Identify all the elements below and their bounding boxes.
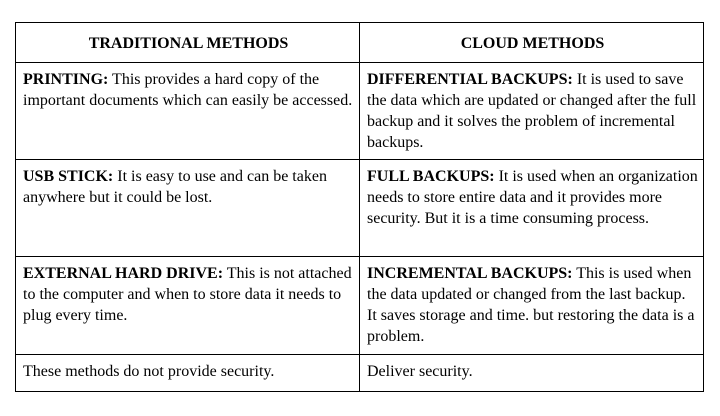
cell-differential-backups (360, 63, 704, 160)
table-body (16, 63, 704, 392)
term-usb-stick: USB STICK: (23, 168, 114, 185)
cell-traditional-security: These methods do not provide security. (16, 355, 360, 392)
cell-printing (16, 63, 360, 160)
desc-incremental-backups: This is used when the data updated or changed from the last backup. It saves storage and time. but restoring the data is a problem. (367, 265, 695, 345)
desc-external-hard-drive: This is not attached to the computer and when to store data it needs to plug every time. (23, 265, 352, 324)
term-full-backups: FULL BACKUPS: (367, 168, 495, 185)
table-header (16, 23, 704, 63)
desc-printing: This provides a hard copy of the important documents which can easily be accessed. (23, 71, 353, 109)
cell-incremental-backups (360, 257, 704, 355)
cell-full-backups (360, 160, 704, 257)
cell-external-hard-drive (16, 257, 360, 355)
term-printing: PRINTING: (23, 71, 109, 88)
comparison-table (15, 22, 704, 392)
term-external-hard-drive: EXTERNAL HARD DRIVE: (23, 265, 224, 282)
table-row (16, 355, 704, 392)
desc-usb-stick: It is easy to use and can be taken anywhere but it could be lost. (23, 168, 327, 206)
header-row (16, 23, 704, 63)
table-row (16, 257, 704, 355)
cell-cloud-security: Deliver security. (360, 355, 704, 392)
cell-usb-stick (16, 160, 360, 257)
header-traditional-methods: TRADITIONAL METHODS (16, 23, 360, 63)
desc-differential-backups: It is used to save the data which are updated or changed after the full backup and it solves the problem of incremental backups. (367, 71, 697, 151)
table-row (16, 63, 704, 160)
desc-full-backups: It is used when an organization needs to store entire data and it provides more security. But it is a time consuming process. (367, 168, 698, 227)
header-cloud-methods: CLOUD METHODS (360, 23, 704, 63)
term-incremental-backups: INCREMENTAL BACKUPS: (367, 265, 573, 282)
term-differential-backups: DIFFERENTIAL BACKUPS: (367, 71, 573, 88)
table-row (16, 160, 704, 257)
